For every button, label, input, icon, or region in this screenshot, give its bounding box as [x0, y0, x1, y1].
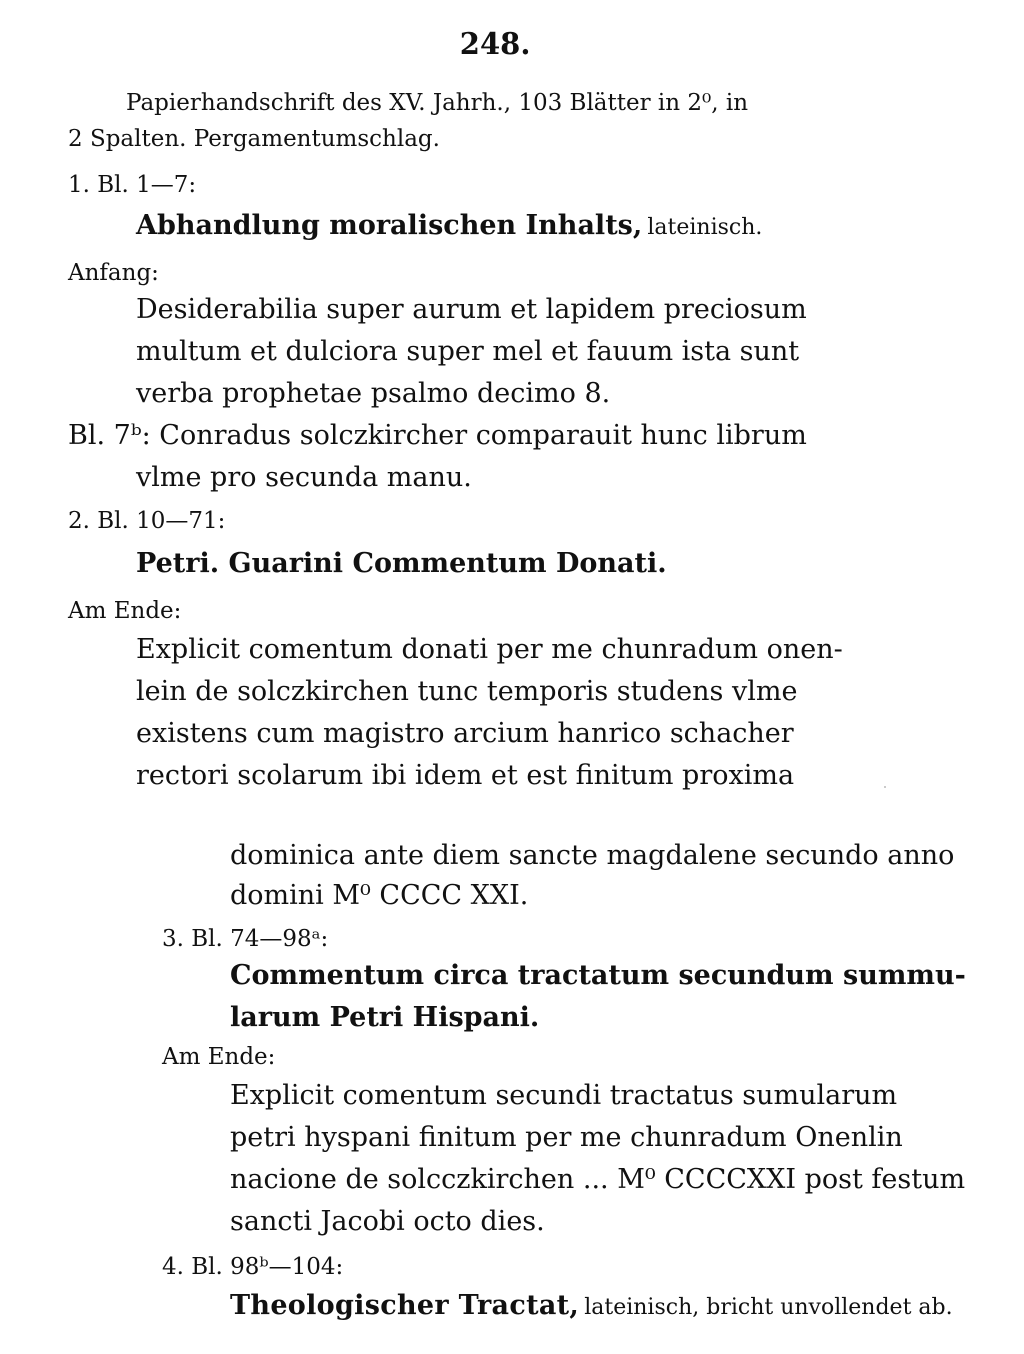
item-2-end-line-4: rectori scolarum ibi idem et est finitum proxima: [136, 760, 795, 791]
item-2-end-line-6: domini M⁰ CCCC XXI.: [230, 880, 529, 911]
item-1-anfang-line-3: verba prophetae psalmo decimo 8.: [136, 378, 611, 409]
item-4-title-line: [230, 1292, 953, 1319]
item-1-note-line-1: Bl. 7ᵇ: Conradus solczkircher comparauit hunc librum: [68, 420, 807, 451]
item-3-reference: 3. Bl. 74—98ᵃ:: [162, 926, 329, 952]
item-3-end-label: Am Ende:: [162, 1044, 276, 1070]
item-3-end-line-4: sancti Jacobi octo dies.: [230, 1206, 545, 1237]
item-1-note-line-2: vlme pro secunda manu.: [136, 462, 472, 493]
item-1-title-line: [136, 212, 762, 239]
item-4-reference: 4. Bl. 98ᵇ—104:: [162, 1254, 344, 1280]
item-2-end-label: Am Ende:: [68, 598, 182, 624]
item-1-reference: 1. Bl. 1—7:: [68, 172, 197, 198]
item-3-title-line-1: Commentum circa tractatum secundum summu-: [230, 960, 966, 991]
item-3-end-line-3: nacione de solcczkirchen ... M⁰ CCCCXXI post festum: [230, 1164, 966, 1195]
item-1-title-suffix: lateinisch.: [647, 215, 763, 240]
item-1-anfang-label: Anfang:: [68, 260, 159, 286]
item-1-title: Abhandlung moralischen Inhalts,: [136, 210, 643, 241]
item-3-title-line-2: larum Petri Hispani.: [230, 1002, 540, 1033]
item-3-end-line-1: Explicit comentum secundi tractatus sumularum: [230, 1080, 898, 1111]
item-4-title: Theologischer Tractat,: [230, 1290, 580, 1321]
item-1-anfang-line-1: Desiderabilia super aurum et lapidem preciosum: [136, 294, 807, 325]
page-number: 248.: [459, 27, 531, 62]
paper-speck: [884, 786, 886, 788]
manuscript-description-line-2: 2 Spalten. Pergamentumschlag.: [68, 126, 440, 152]
item-4-title-suffix: lateinisch, bricht unvollendet ab.: [584, 1295, 953, 1320]
item-2-end-line-5: dominica ante diem sancte magdalene secundo anno: [230, 840, 955, 871]
item-3-end-line-2: petri hyspani finitum per me chunradum Onenlin: [230, 1122, 903, 1153]
item-2-end-line-3: existens cum magistro arcium hanrico schacher: [136, 718, 794, 749]
item-2-title: Petri. Guarini Commentum Donati.: [136, 548, 667, 579]
manuscript-description-line-1: Papierhandschrift des XV. Jahrh., 103 Blätter in 2⁰, in: [126, 90, 749, 116]
item-2-reference: 2. Bl. 10—71:: [68, 508, 226, 534]
item-2-end-line-1: Explicit comentum donati per me chunradum onen-: [136, 634, 843, 665]
item-2-end-line-2: lein de solczkirchen tunc temporis studens vlme: [136, 676, 798, 707]
item-1-anfang-line-2: multum et dulciora super mel et fauum ista sunt: [136, 336, 800, 367]
